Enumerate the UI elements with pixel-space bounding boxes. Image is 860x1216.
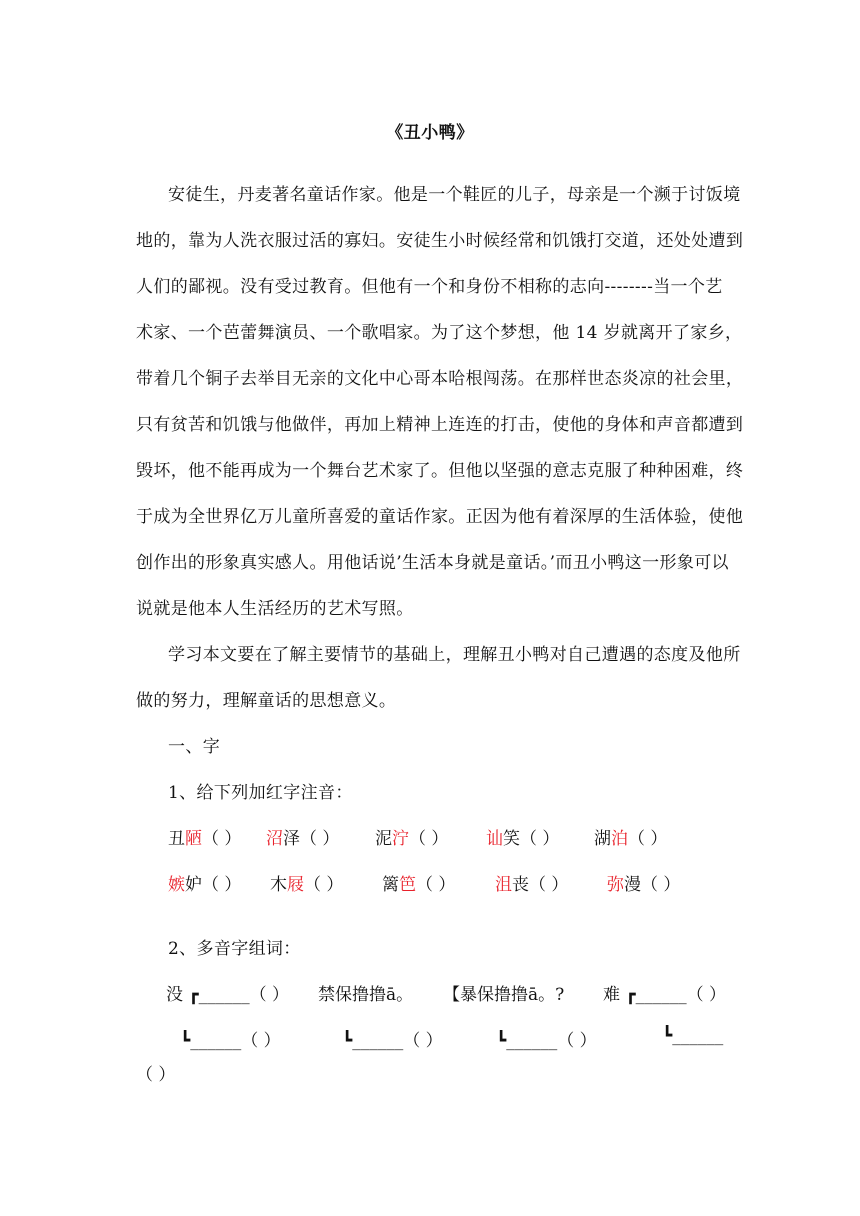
red-char: 笆: [399, 875, 416, 895]
pinyin-item: [168, 870, 241, 895]
pinyin-item: [375, 824, 448, 849]
answer-blank: 笑（ ）: [503, 829, 560, 849]
pinyin-item: [382, 870, 455, 895]
red-char: 讪: [486, 829, 503, 849]
plain-char: 丑: [168, 829, 185, 849]
polyphone-group: 难 ┏______（ ）: [603, 985, 727, 1005]
answer-blank: （ ）: [409, 829, 449, 849]
study-line: 做的努力，理解童话的思想意义。: [136, 691, 397, 711]
intro-line: 只有贫苦和饥饿与他做伴，再加上精神上连连的打击，使他的身体和声音都遭到: [136, 415, 744, 435]
polyphone-group: ┗______（ ）: [496, 1031, 597, 1051]
pinyin-item: [486, 824, 559, 849]
pinyin-item: [594, 824, 667, 849]
plain-char: 湖: [594, 829, 611, 849]
pinyin-item: [607, 870, 680, 895]
intro-line: 地的，靠为人洗衣服过活的寡妇。安徒生小时候经常和饥饿打交道，还处处遭到: [136, 231, 744, 251]
answer-blank: 泽（ ）: [283, 829, 340, 849]
red-char: 沼: [266, 829, 283, 849]
intro-line: 带着几个铜子去举目无亲的文化中心哥本哈根闯荡。在那样世态炎凉的社会里，: [136, 369, 744, 389]
polyphone-text: 禁保撸撸ā。: [318, 985, 414, 1005]
pinyin-item: [168, 824, 241, 849]
plain-char: 木: [270, 875, 287, 895]
polyphone-group: 没 ┏______（ ）: [166, 985, 290, 1005]
red-char: 屐: [287, 875, 304, 895]
intro-line: 毁坏，他不能再成为一个舞台艺术家了。但他以坚强的意志克服了种种困难，终: [136, 461, 744, 481]
answer-blank: （ ）: [628, 829, 668, 849]
intro-line: 人们的鄙视。没有受过教育。但他有一个和身份不相称的志向--------当一个艺: [136, 277, 723, 297]
polyphone-group: ┗______（ ）: [342, 1031, 443, 1051]
plain-char: 篱: [382, 875, 399, 895]
red-char: 弥: [607, 875, 624, 895]
answer-blank: （ ）: [136, 1065, 176, 1085]
section-heading: 一、字: [168, 737, 221, 757]
intro-line: 安徒生，丹麦著名童话作家。他是一个鞋匠的儿子，母亲是一个濒于讨饭境: [168, 185, 741, 205]
intro-line: 创作出的形象真实感人。用他话说’生活本身就是童话。’而丑小鸭这一形象可以: [136, 553, 729, 573]
answer-blank: 漫（ ）: [624, 875, 681, 895]
answer-blank: （ ）: [304, 875, 344, 895]
red-char: 沮: [495, 875, 512, 895]
page-title: 《丑小鸭》: [386, 123, 474, 143]
answer-blank: （ ）: [416, 875, 456, 895]
pinyin-item: [495, 870, 568, 895]
study-line: 学习本文要在了解主要情节的基础上，理解丑小鸭对自己遭遇的态度及他所: [168, 645, 741, 665]
red-char: 陋: [185, 829, 202, 849]
pinyin-item: [270, 870, 343, 895]
red-char: 泊: [611, 829, 628, 849]
polyphone-group: ┗______: [662, 1026, 724, 1046]
answer-blank: 妒（ ）: [185, 875, 242, 895]
pinyin-item: [266, 824, 339, 849]
answer-blank: （ ）: [202, 829, 242, 849]
question-1-label: 1、给下列加红字注音：: [168, 783, 353, 803]
intro-line: 说就是他本人生活经历的艺术写照。: [136, 599, 414, 619]
polyphone-group: ┗______（ ）: [180, 1031, 281, 1051]
plain-char: 泥: [375, 829, 392, 849]
intro-line: 于成为全世界亿万儿童所喜爱的童话作家。正因为他有着深厚的生活体验，使他: [136, 507, 744, 527]
question-2-label: 2、多音字组词：: [168, 939, 301, 959]
red-char: 嫉: [168, 875, 185, 895]
answer-blank: 丧（ ）: [512, 875, 569, 895]
red-char: 泞: [392, 829, 409, 849]
intro-line: 术家、一个芭蕾舞演员、一个歌唱家。为了这个梦想，他 14 岁就离开了家乡，: [136, 323, 743, 343]
polyphone-text: 【暴保撸撸ā。?: [443, 985, 565, 1005]
